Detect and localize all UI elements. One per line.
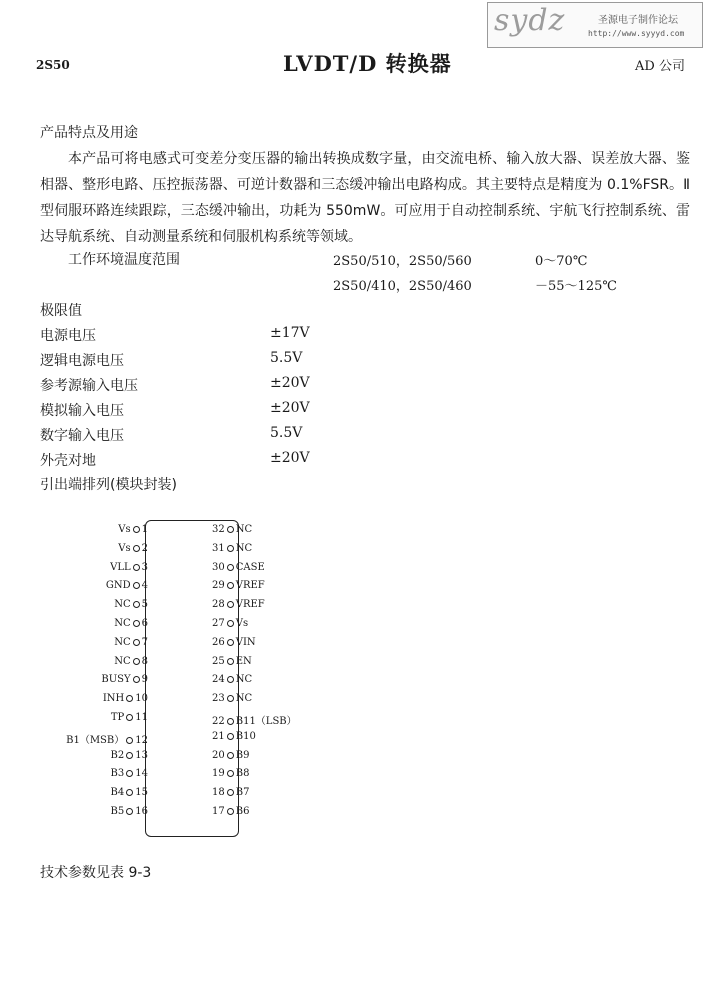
watermark-url: http://www.syyyd.com	[588, 29, 685, 38]
temperature-models-1: 2S50/510，2S50/560	[333, 254, 472, 269]
pin-dot-icon	[227, 601, 234, 608]
pin-number: 14	[135, 768, 148, 780]
pin-name: B11（LSB）	[235, 716, 297, 727]
pin-left	[118, 524, 148, 535]
pin-dot-icon	[126, 770, 133, 777]
pin-name: CASE	[235, 561, 265, 573]
pin-number: 2	[141, 542, 148, 554]
pin-dot-icon	[227, 658, 234, 665]
pin-number: 32	[212, 524, 225, 535]
pin-number: 17	[212, 806, 225, 817]
page-title: LVDT/D 转换器	[283, 51, 452, 76]
temperature-label: 工作环境温度范围	[68, 252, 180, 268]
pin-dot-icon	[133, 564, 140, 571]
features-paragraph: 本产品可将电感式可变差分变压器的输出转换成数字量，由交流电桥、输入放大器、误差放大器、鉴相器、整形电路、压控振荡器、可逆计数器和三态缓冲输出电路构成。其主要特点是精度为 0.1%FSR。Ⅱ型伺服环路连续跟踪，三态缓冲输出，功耗为 550mW。可应用于自动控制系统、宇航飞行控制系统、雷达导航系统、自动测量系统和伺服机构系统等领域。	[40, 151, 690, 245]
limit-label: 电源电压	[40, 328, 96, 344]
pin-left	[110, 562, 148, 573]
pin-left	[66, 731, 148, 746]
pin-dot-icon	[227, 639, 234, 646]
pin-number: 9	[141, 674, 148, 686]
pin-name: EN	[235, 655, 252, 667]
pin-dot-icon	[227, 718, 234, 725]
pin-number: 27	[212, 618, 225, 629]
pin-dot-icon	[126, 695, 133, 702]
pin-name: NC	[114, 599, 131, 611]
pin-number: 4	[141, 580, 148, 592]
pin-dot-icon	[133, 601, 140, 608]
pin-name: NC	[114, 618, 131, 629]
pin-dot-icon	[227, 733, 234, 740]
pin-dot-icon	[227, 789, 234, 796]
pin-number: 13	[135, 749, 148, 761]
pin-dot-icon	[227, 545, 234, 552]
footer-note: 技术参数见表 9-3	[40, 865, 152, 881]
limit-value: 5.5V	[270, 350, 303, 366]
pin-name: NC	[114, 636, 131, 648]
pin-dot-icon	[133, 658, 140, 665]
pin-number: 22	[212, 716, 225, 727]
pin-number: 26	[212, 636, 225, 648]
pin-left	[111, 750, 148, 761]
pin-number: 15	[135, 787, 148, 799]
pin-dot-icon	[126, 808, 133, 815]
pin-left	[114, 618, 148, 629]
pin-name: B7	[235, 787, 250, 799]
pin-number: 29	[212, 580, 225, 592]
pin-right	[212, 637, 256, 648]
pin-name: INH	[102, 693, 125, 705]
pin-dot-icon	[126, 789, 133, 796]
pin-left	[111, 806, 148, 817]
pin-right	[212, 562, 265, 573]
pin-left	[114, 656, 148, 667]
watermark-logo: sydz	[494, 3, 566, 38]
pin-name: NC	[235, 693, 253, 705]
pin-number: 3	[141, 561, 148, 573]
pin-right	[212, 806, 249, 817]
company-name: AD 公司	[635, 59, 685, 74]
pin-left	[118, 543, 148, 554]
pin-left	[111, 712, 148, 723]
pin-left	[101, 674, 148, 685]
watermark-site-name: 圣源电子制作论坛	[598, 15, 678, 26]
pin-dot-icon	[126, 714, 133, 721]
pin-name: B2	[110, 749, 125, 761]
pin-left	[106, 580, 148, 591]
pin-left	[103, 693, 148, 704]
pin-right	[212, 750, 249, 761]
pin-name: B8	[235, 768, 250, 780]
pin-left	[114, 637, 148, 648]
pin-number: 23	[212, 693, 225, 705]
pin-dot-icon	[227, 695, 234, 702]
pin-number: 25	[212, 655, 225, 667]
pin-number: 8	[141, 655, 148, 667]
pin-name: VREF	[235, 580, 265, 592]
pin-dot-icon	[227, 620, 234, 627]
pin-dot-icon	[227, 676, 234, 683]
pin-dot-icon	[126, 737, 133, 744]
pin-number: 24	[212, 674, 225, 686]
pin-dot-icon	[133, 639, 140, 646]
limit-value: 5.5V	[270, 425, 303, 441]
pin-number: 1	[141, 524, 148, 535]
pin-left	[111, 787, 148, 798]
pin-name: B9	[235, 749, 250, 761]
pin-number: 6	[141, 618, 148, 629]
pin-right	[212, 543, 252, 554]
pin-dot-icon	[133, 620, 140, 627]
limit-label: 逻辑电源电压	[40, 353, 124, 369]
pinout-heading: 引出端排列(模块封装)	[40, 477, 177, 493]
pin-name: NC	[235, 674, 253, 686]
pin-right	[212, 524, 252, 535]
pin-name: NC	[114, 655, 131, 667]
pin-name: VREF	[235, 599, 265, 611]
limit-label: 模拟输入电压	[40, 403, 124, 419]
pin-name: NC	[235, 524, 253, 535]
watermark	[487, 2, 703, 48]
features-heading: 产品特点及用途	[40, 125, 138, 141]
pin-number: 19	[212, 768, 225, 780]
limit-value: ±17V	[270, 325, 310, 341]
pin-number: 21	[212, 730, 225, 742]
pin-dot-icon	[133, 545, 140, 552]
pin-number: 12	[135, 734, 148, 746]
pin-number: 18	[212, 787, 225, 799]
pin-right	[212, 768, 249, 779]
pin-name: B3	[110, 768, 125, 780]
limit-label: 外壳对地	[40, 453, 96, 469]
pin-number: 20	[212, 749, 225, 761]
pin-right	[212, 580, 265, 591]
pin-name: GND	[105, 580, 131, 592]
pin-dot-icon	[227, 770, 234, 777]
limit-label: 参考源输入电压	[40, 378, 138, 394]
pin-dot-icon	[133, 676, 140, 683]
pin-right	[212, 618, 248, 629]
pin-name: Vs	[118, 524, 131, 535]
pin-dot-icon	[227, 752, 234, 759]
pin-dot-icon	[133, 526, 140, 533]
pin-name: TP	[110, 712, 125, 723]
pin-name: Vs	[118, 542, 131, 554]
temperature-range-2: －55～125℃	[535, 279, 617, 294]
limit-value: ±20V	[270, 400, 310, 416]
pin-name: BUSY	[101, 674, 131, 686]
pin-number: 31	[212, 542, 225, 554]
pin-right	[212, 731, 256, 742]
pin-right	[212, 656, 252, 667]
pin-number: 16	[135, 806, 148, 817]
pin-dot-icon	[133, 582, 140, 589]
pin-name: B4	[110, 787, 125, 799]
pin-right	[212, 599, 265, 610]
limits-heading: 极限值	[40, 303, 82, 319]
pin-number: 5	[141, 599, 148, 611]
pin-dot-icon	[126, 752, 133, 759]
pin-number: 28	[212, 599, 225, 611]
pin-right	[212, 787, 249, 798]
limit-value: ±20V	[270, 450, 310, 466]
pin-name: NC	[235, 542, 253, 554]
pin-name: Vs	[235, 618, 249, 629]
pin-name: B5	[110, 806, 125, 817]
pin-name: B6	[235, 806, 250, 817]
pin-dot-icon	[227, 582, 234, 589]
pin-dot-icon	[227, 808, 234, 815]
pin-name: B1（MSB）	[66, 734, 125, 746]
temperature-range-1: 0～70℃	[535, 254, 588, 269]
limit-label: 数字输入电压	[40, 428, 124, 444]
pin-left	[111, 768, 148, 779]
pin-right	[212, 693, 252, 704]
pin-name: VLL	[110, 561, 131, 573]
pin-dot-icon	[227, 564, 234, 571]
pin-name: VIN	[235, 636, 256, 648]
pin-number: 10	[135, 693, 148, 705]
limit-value: ±20V	[270, 375, 310, 391]
pin-right	[212, 712, 297, 727]
model-number: 2S50	[36, 58, 70, 72]
pin-left	[114, 599, 148, 610]
pin-number: 30	[212, 561, 225, 573]
pin-number: 7	[141, 636, 148, 648]
pin-right	[212, 674, 252, 685]
temperature-models-2: 2S50/410，2S50/460	[333, 279, 472, 294]
pin-name: B10	[235, 730, 256, 742]
pin-number: 11	[135, 712, 148, 723]
pin-dot-icon	[227, 526, 234, 533]
